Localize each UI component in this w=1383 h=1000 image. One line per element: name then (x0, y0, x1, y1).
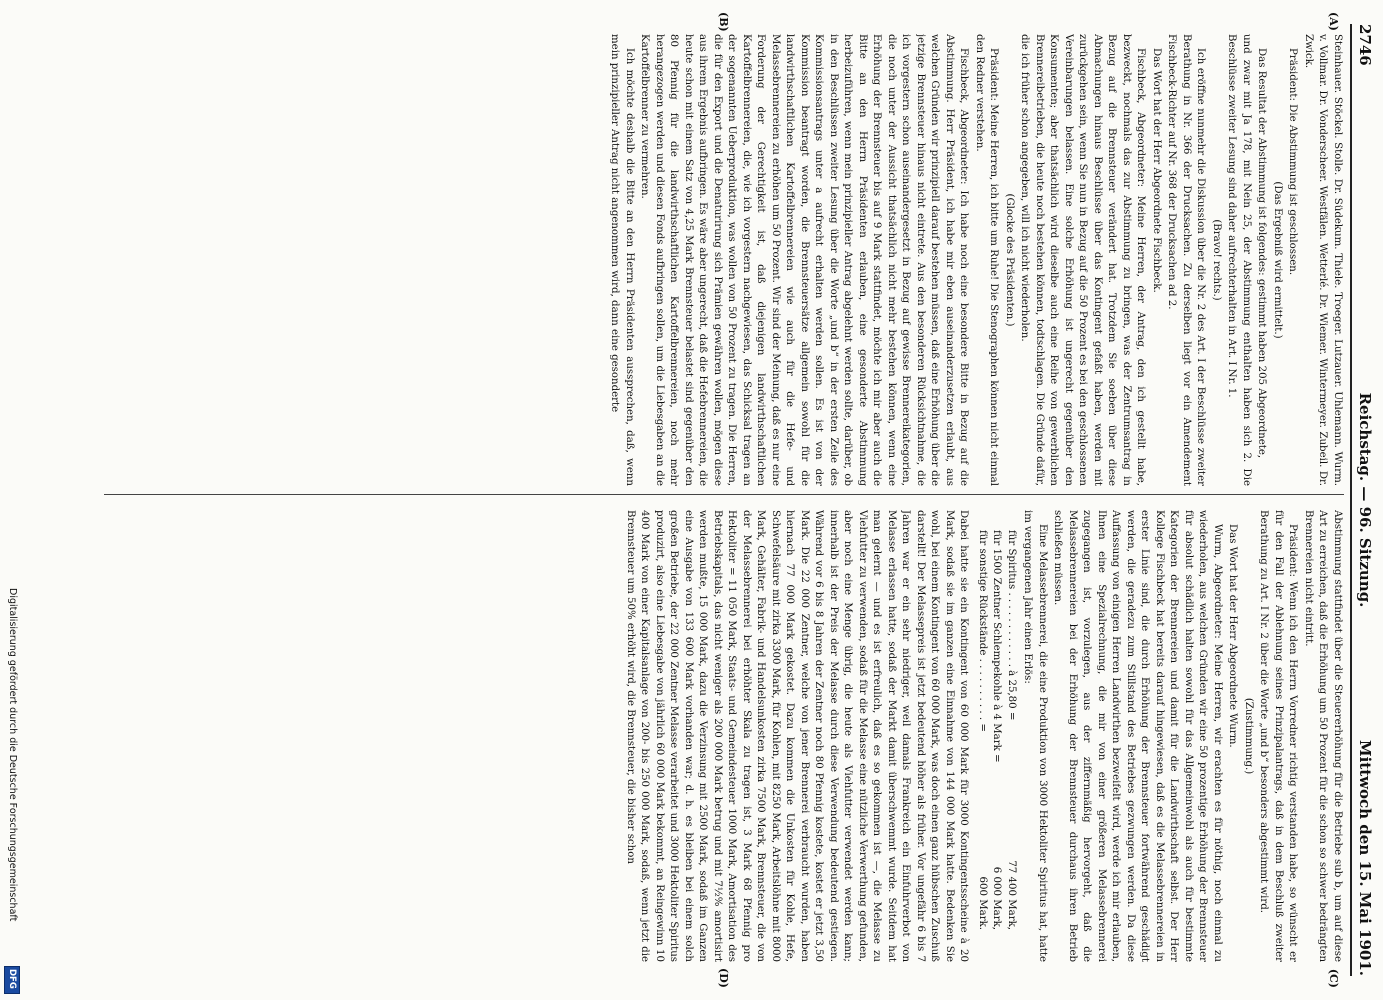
rotated-document (80, 10, 1380, 990)
table-cell: für 1500 Zentner Schlempekohle à 4 Mark = (991, 530, 1003, 763)
margin-mark-c: (C) (1327, 968, 1340, 988)
text-column-left (104, 34, 1344, 486)
table-cell: 6 000 Mark, (991, 866, 1003, 930)
paragraph: Eine Melassebrennerei, die eine Produktion von 3000 Hektoliter Spiritus hat, hatte im vergangenen Jahr einen Erlös: (1022, 510, 1048, 962)
paragraph: Das Wort hat der Herr Abgeordnete Fischbeck. (1151, 48, 1162, 293)
page-number: 2746 (1356, 24, 1374, 66)
paragraph: Präsident: Wenn ich den Herrn Vorredner richtig verstanden habe, so wünscht er für den Fall der Ablehnung seines Prinzipalantrags, daß in dem Beschluß zweiter Berathung zu Art. I Nr. 2 über die Worte „und b“ besonders abgestimmt wird. (1258, 510, 1299, 962)
paragraph: (Zustimmung.) (1243, 697, 1254, 775)
paragraph: Dabei hatte sie ein Kontingent von 60 000 Mark für 3000 Kontingentsscheine à 20 Mark, sodaß sie im ganzen eine Einnahme von 144 000 Mark hatte. Bedenken Sie wohl, bei einem Kontingent von 60 000 Mark, was doch einen ganz hübschen Zuschuß darstellt! Der Melassepreis ist jetzt bedeutend höher als früher. Vor ungefähr 6 bis 7 Jahren war er ein sehr niedriger, weil damals Frankreich ein Einfuhrverbot von Melasse erlassen hatte, sodaß der Markt damit überschwemmt wurde. Seitdem hat man gelernt — und es ist erfreulich, daß es so gekommen ist —, die Melasse zu Viehfutter zu verwenden, sodaß für die Melasse eine nützliche Verwerthung gefunden, aber noch eine Menge übrig, die heute als Viehfutter verwendet werden kann; innerhalb ist der Preis der Melasse durch diese Verwendung bedeutend gestiegen. Während vor 6 bis 8 Jahren der Zentner noch 80 Pfennig kostete, kostet er jetzt 3,50 Mark. Die 22 000 Zentner, welche von jener Brennerei verbraucht wurden, haben hiernach 77 000 Mark gekostet. Dazu kommen die Unkosten für Kohle, Hefe, Schwefelsäure mit zirka 3300 Mark, für Kohlen, mit 8250 Mark, Arbeitslöhne mit 8000 Mark, Gehälter, Fabrik- und Handelsunkosten zirka 7500 Mark, Brennsteuer, die von der Melassebrennerei bei erhöhter Skala zu tragen ist, 3 Mark 68 Pfennig pro Hektoliter = 11 050 Mark, Staats- und Gemeindesteuer 1000 Mark, Amortisation des Betriebskapitals, das nicht weniger als 200 000 Mark betrug und mit 7½% amortisirt werden mußte, 15 000 Mark, dazu die Verzinsung mit 2500 Mark, sodaß im Ganzen eine Ausgabe von 133 600 Mark vorhanden war; d. h. es bleiben bei einem solch großen Betriebe, der 22 000 Zentner Melasse verarbeitet und 3000 Hektoliter Spiritus produzirt, also eine Liebesgabe von jährlich 60 000 Mark bekommt, an Reingewinn 10 400 Mark von einer Kapitalsanlage von 200- bis 250 000 Mark, sodaß, wenn jetzt die Brennsteuer um 50% erhöht wird, die Brennsteuer, die bisher schon (625, 510, 970, 962)
table-cell: für sonstige Rückstände . . . . . . . . . . = (977, 530, 988, 732)
page-header (1352, 24, 1378, 976)
paragraph: Das Resultat der Abstimmung ist folgendes: gestimmt haben 205 Abgeordnete, (1256, 48, 1268, 459)
paragraph: Wurm, Abgeordneter: Meine Herren, wir erachten es für nöthig, noch einmal zu wiederholen, aus welchen Gründen wir eine 50 prozentige Erhöhung der Brennsteuer für absolut schädlich halten sowohl für das Allgemeinwohl als auch für bestimmte Kategorien der Brennereien und damit für die Landwirthschaft selbst. Der Herr Kollege Fischbeck hat bereits darauf hingewiesen, daß es die Melassebrennereien in erster Linie sind, die durch Erhöhung der Brennsteuer fortwährend geschädigt werden, die geradezu zum Stillstand des Betriebes gezwungen werden. Da diese Auffassung von einigen Herren Landwirthen bezweifelt wird, werde ich mir erlauben, Ihnen eine Spezialrechnung, die mir von einer größeren Melassebrennerei zugegangen ist, vorzulegen, aus der ziffernmäßig hervorgeht, daß die Melassebrennereien bei der Erhöhung der Brennsteuer durchaus ihren Betrieb schließen müssen. (1052, 510, 1223, 962)
margin-mark-a: (A) (1327, 12, 1340, 31)
paragraph: (Glocke des Präsidenten.) (1004, 193, 1015, 327)
table-row (1004, 530, 1019, 930)
paragraph: und zwar mit Ja 178, mit Nein 25, der Abstimmung enthalten haben sich 2. Die Beschlüsse zweiter Lesung sind daher aufrechterhalten in Art. I Nr. 1. (1226, 34, 1252, 486)
paragraph: Abstimmung stattfindet über die Steuererhöhung für die Betriebe sub b, um auf diese Art zu erreichen, daß die Erhöhung um 50 Prozent für die schon so schwer bedrängten Brennereien nicht eintritt. (1303, 510, 1343, 962)
text-column-right (104, 510, 1344, 962)
column-divider (104, 494, 1344, 495)
page-date: Mittwoch den 15. Mai 1901. (1356, 739, 1374, 976)
digitization-note (4, 588, 18, 992)
paragraph: (Das Ergebniß wird ermittelt.) (1272, 181, 1283, 339)
paragraph: Fischbeck, Abgeordneter: Ich habe noch eine besondere Bitte in Bezug auf die Abstimmung. Herr Präsident, ich habe mir eben auseinanderzusetzen erlaubt, aus welchen Gründen wir prinzipiell darauf bestehen müssen, daß eine Erhöhung über die jetzige Brennsteuer hinaus nicht eintrete. Aus den besonderen Rücksichtnahme, die ich vorgestern schon auseinandergesetzt in Bezug auf gewisse Brennereikategorien, die noch unter der Aussicht thatsächlich nicht mehr bestehen können, wenn eine Erhöhung der Brennsteuer bis auf 9 Mark stattfindet, möchte ich mir aber auch die Bitte an den Herrn Präsidenten erlauben, eine gesonderte Abstimmung herbeizuführen, wenn mein prinzipieller Antrag abgelehnt werden sollte, darüber, ob in den Beschlüssen zweiter Lesung über die Worte „und b“ in der ersten Zeile des Kommissionsantrags unter a aufrecht erhalten werden sollen. Es ist von der Kommission beantragt worden, die Brennsteuersätze allgemein sowohl für die landwirthschaftlichen Kartoffelbrennereien wie auch für die Hefe- und Melassebrennereien zu erhöhen um 50 Prozent. Wir sind der Meinung, daß es nur eine Forderung der Gerechtigkeit ist, daß diejenigen landwirthschaftlichen Kartoffelbrennereien, die, wie ich vorgestern nachgewiesen, das Schicksal tragen an der sogenannten Ueberproduktion, was wollen von 50 Prozent zu tragen. Die Herren, die für den Export und die Denaturirung sich Prämien gewähren wollen, mögen diese aus ihrem Ergebnis aufbringen. Es wäre aber ungerecht, daß die Hefebrennereien, die heute schon mit einem Satz von 4,25 Mark Brennsteuer belastet sind gegenüber den 80 Pfennig für die landwirthschaftlichen Kartoffelbrennereien, noch mehr herangezogen werden und diesen Fonds aufbringen sollen, um die Liebesgaben an die Kartoffelbrenner zu vermehren. (639, 34, 970, 486)
paragraph: Ich möchte deshalb die Bitte an den Herrn Präsidenten aussprechen, daß, wenn mein prinzipieller Antrag nicht angenommen wird, dann eine gesonderte (609, 34, 635, 486)
margin-mark-d: (D) (717, 968, 730, 988)
revenue-table (975, 530, 1019, 962)
page-title: Reichstag. — 96. Sitzung. (1356, 392, 1374, 608)
paragraph: Fischbeck, Abgeordneter: Meine Herren, der Antrag, den ich gestellt habe, bezweckt, nochmals das zur Abstimmung zu bringen, was der Zentrumsantrag in Bezug auf die Brennsteuer verändert hat. Trotzdem Sie soeben über diese Abmachungen hinaus Beschlüsse über das Kontingent gefaßt haben, werden mit zurückgehen sein, wenn Sie nun in Bezug auf die 50 Prozent es bei den geschlossenen Vereinbarungen belassen. Eine solche Erhöhung ist ungerecht gegenüber den Konsumenten; aber thatsächlich wird dieselbe auch eine Reihe von gewerblichen Brennereibetrieben, die heute noch bestehen können, todtschlagen. Die Gründe dafür, die ich früher schon angegeben, will ich nicht wiederholen. (1019, 34, 1147, 486)
dfg-logo (4, 966, 20, 994)
paragraph: Präsident: Meine Herren, ich bitte um Ruhe! Die Stenographen können nicht einmal den Redner verstehen. (974, 34, 1000, 486)
table-row (975, 530, 990, 930)
table-cell: 600 Mark. (977, 876, 988, 930)
dfg-logo-text: DFG (7, 969, 17, 989)
paragraph: Steinhauer. Stöckel. Stolle. Dr. Südekum. Thiele. Troeger. Lutzauer. Uhlemann. Wurm. v. Vollmar. Dr. Vonderscheer. Westfälen. Wetterlé. Dr. Wiemer. Wintermeyer. Zubeil. Dr. Zwick. (1303, 34, 1343, 486)
table-cell: für Spiritus . . . . . . . . . . . . à 25,80 = (1006, 530, 1017, 721)
paragraph: Das Wort hat der Herr Abgeordnete Wurm. (1227, 524, 1239, 748)
margin-mark-b: (B) (717, 12, 730, 32)
paragraph: (Bravo! rechts.) (1211, 219, 1222, 301)
digitization-text: Digitalisierung gefördert durch die Deutsche Forschungsgemeinschaft (7, 588, 18, 922)
header-rule (1350, 24, 1352, 976)
table-cell: 77 400 Mark, (1006, 860, 1017, 930)
paragraph: Präsident: Die Abstimmung ist geschlossen. (1287, 48, 1299, 276)
paragraph: Ich eröffne nunmehr die Diskussion über die Nr. 2 des Art. I der Beschlüsse zweiter Berathung in Nr. 366 der Drucksachen. Zu derselben liegt vor ein Amendement Fischbeck-Richter auf Nr. 368 der Drucksachen ad 2. (1166, 34, 1207, 486)
table-row (989, 530, 1004, 930)
